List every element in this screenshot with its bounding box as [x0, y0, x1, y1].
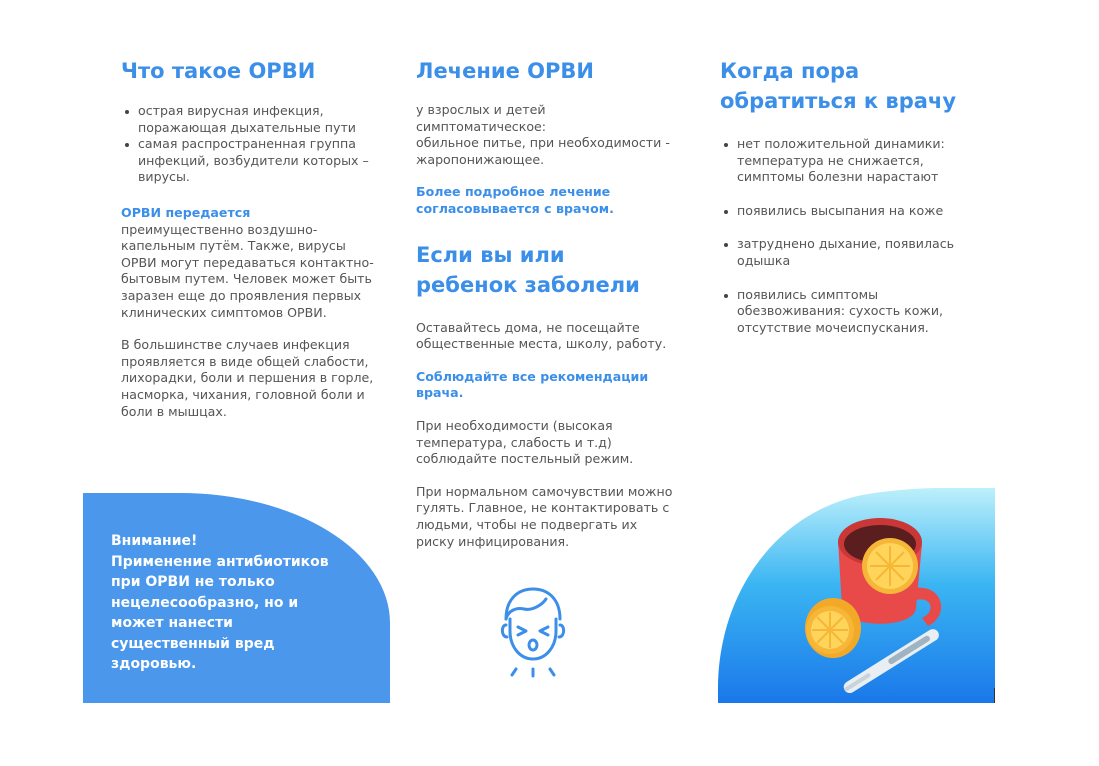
section-title-what-is-arvi: Что такое ОРВИ — [121, 59, 316, 83]
warning-sign-item: появились симптомы обезвоживания: сухость кожи, отсутствие мочеиспускания. — [720, 287, 970, 337]
transmission-text: преимущественно воздушно-капельным путём. Также, вирусы ОРВИ могут передаваться контактно-бытовым путем. Человек может быть заразен еще до проявления первых клинических симптомов ОРВИ. — [121, 221, 374, 320]
warning-signs-list — [720, 136, 970, 336]
section-title-if-sick: Если вы или ребенок заболели — [416, 242, 640, 297]
warning-sign-item: нет положительной динамики: температура не снижается, симптомы болезни нарастают — [720, 136, 970, 186]
treatment-note: Более подробное лечение согласовывается с врачом. — [416, 184, 614, 216]
follow-doctor-text: Соблюдайте все рекомендации врача. — [416, 368, 649, 401]
column-what-is-arvi — [121, 56, 381, 420]
bed-rest-text: При необходимости (высокая температура, слабость и т.д) соблюдайте постельный режим. — [416, 417, 634, 467]
treatment-line: обильное питье, при необходимости - жаропонижающее. — [416, 135, 670, 167]
walking-text: При нормальном самочувствии можно гулять. Главное, не контактировать с людьми, чтобы не подвергать их риску инфицирования. — [416, 483, 673, 549]
warning-card — [83, 493, 390, 703]
definition-item: острая вирусная инфекция, поражающая дыхательные пути — [121, 103, 381, 136]
column-when-to-see-doctor — [720, 56, 970, 336]
warning-sign-item: затруднено дыхание, появилась одышка — [720, 236, 970, 269]
warning-text — [111, 531, 351, 675]
treatment-line: у взрослых и детей — [416, 102, 546, 117]
warning-sign-item: появились высыпания на коже — [720, 203, 970, 220]
column-treatment — [416, 56, 676, 550]
definition-item: самая распространенная группа инфекций, возбудители которых – вирусы. — [121, 136, 381, 186]
stay-home-text: Оставайтесь дома, не посещайте общественные места, школу, работу. — [416, 319, 667, 352]
definition-list — [121, 103, 381, 186]
warning-body: Применение антибиотиков при ОРВИ не только нецелесообразно, но и может нанести существенный вред здоровью. — [111, 553, 329, 672]
sick-person-icon — [496, 585, 570, 679]
treatment-line: симптоматическое: — [416, 118, 547, 134]
warning-heading: Внимание! — [111, 533, 198, 549]
section-title-treatment: Лечение ОРВИ — [416, 59, 594, 83]
tea-lemon-thermometer-illustration — [718, 488, 995, 703]
symptoms-text: В большинстве случаев инфекция проявляется в виде общей слабости, лихорадки, боли и першения в горле, насморка, чихания, головной боли и боли в мышцах. — [121, 337, 374, 419]
transmission-heading: ОРВИ передается — [121, 204, 251, 220]
section-title-see-doctor: Когда пора обратиться к врачу — [720, 59, 957, 113]
